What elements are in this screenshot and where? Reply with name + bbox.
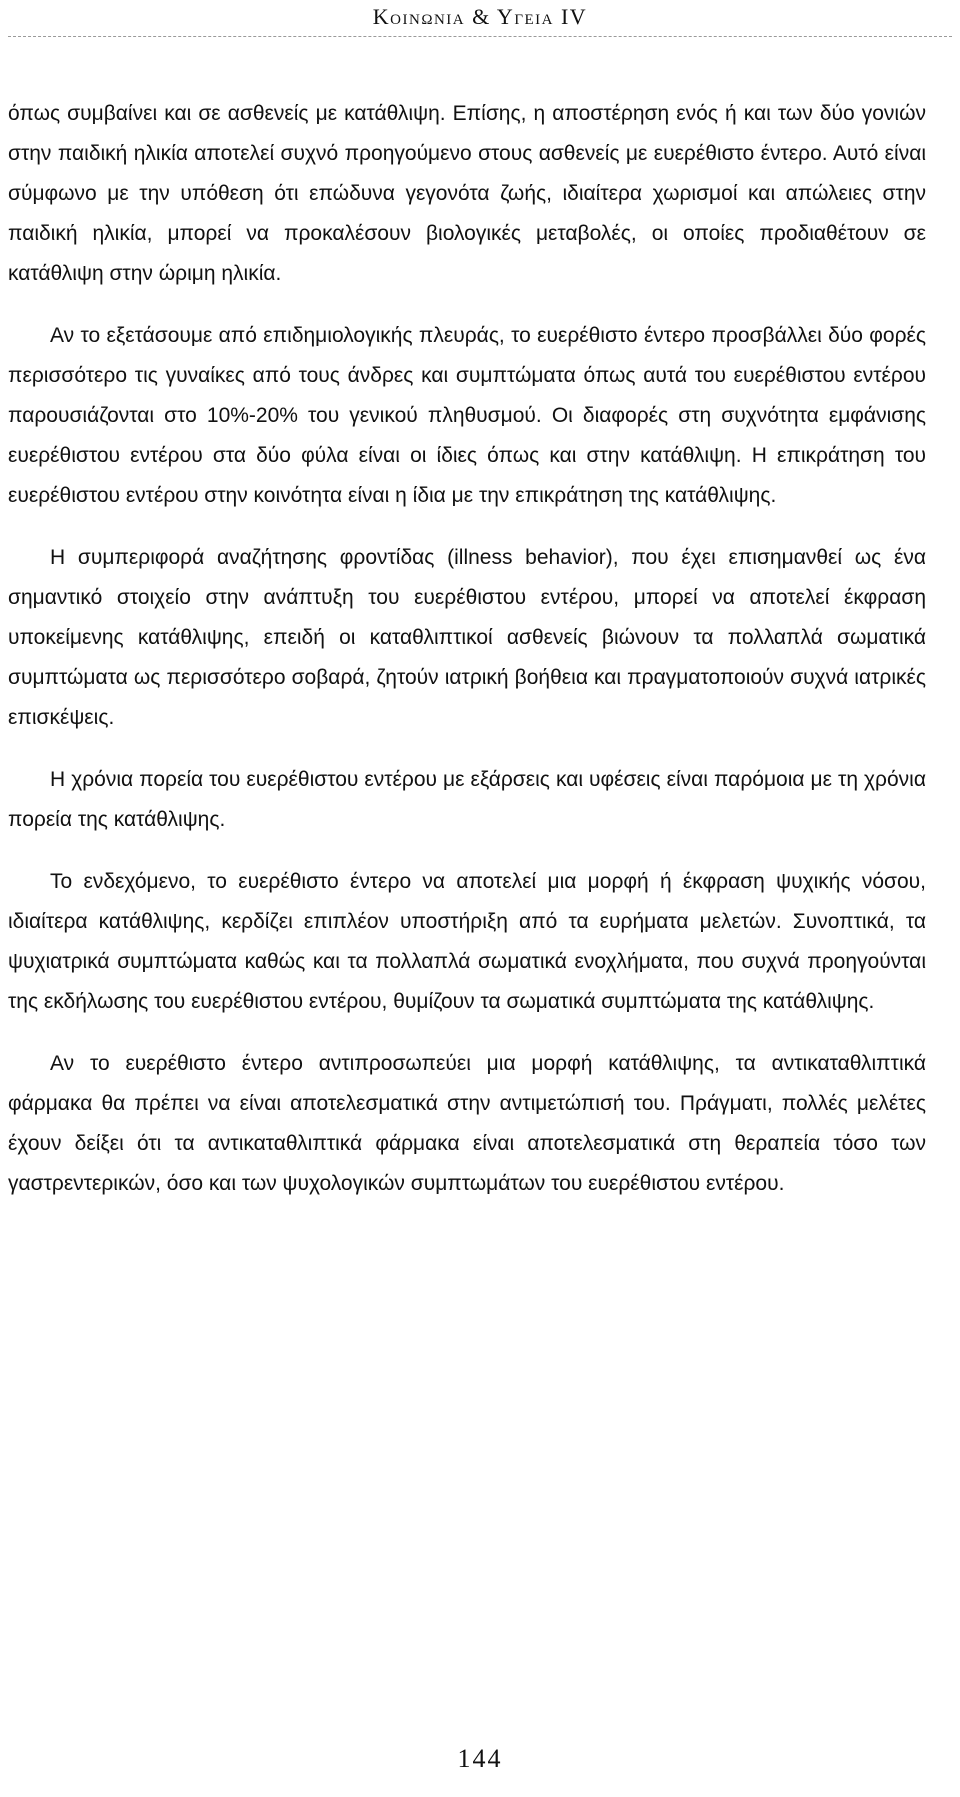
paragraph-illness-behavior: Η συμπεριφορά αναζήτησης φροντίδας (illness behavior), που έχει επισημανθεί ως ένα σημαντικό στοιχείο στην ανάπτυξη του ευερέθιστου εντέρου, μπορεί να αποτελεί έκφραση υποκείμενης κατάθλιψης, επειδή οι καταθλιπτικοί ασθενείς βιώνουν τα πολλαπλά σωματικά συμπτώματα ως περισσότερο σοβαρά, ζητούν ιατρική βοήθεια και πραγματοποιούν συχνά ιατρικές επισκέψεις. <box>8 546 926 729</box>
paragraph-epidemiology: Αν το εξετάσουμε από επιδημιολογικής πλευράς, το ευερέθιστο έντερο προσβάλλει δύο φορές περισσότερο τις γυναίκες από τους άνδρες και συμπτώματα όπως αυτά του ευερέθιστου εντέρου παρουσιάζονται στο 10%-20% του γενικού πληθυσμού. Οι διαφορές στη συχνότητα εμφάνισης ευερέθιστου εντέρου στα δύο φύλα είναι οι ίδιες όπως και στην κατάθλιψη. Η επικράτηση του ευερέθιστου εντέρου στην κοινότητα είναι η ίδια με την επικράτηση της κατάθλιψης. <box>8 324 926 507</box>
running-header: Κοινωνια & Υγεια IV <box>372 4 588 29</box>
page-number: 144 <box>457 1744 503 1773</box>
paragraph-continuation: όπως συμβαίνει και σε ασθενείς με κατάθλιψη. Επίσης, η αποστέρηση ενός ή και των δύο γονιών στην παιδική ηλικία αποτελεί συχνό προηγούμενο στους ασθενείς με ευερέθιστο έντερο. Αυτό είναι σύμφωνο με την υπόθεση ότι επώδυνα γεγονότα ζωής, ιδιαίτερα χωρισμοί και απώλειες στην παιδική ηλικία, μπορεί να προκαλέσουν βιολογικές μεταβολές, οι οποίες προδιαθέτουν σε κατάθλιψη στην ώριμη ηλικία. <box>8 102 926 285</box>
paragraph-chronic-course: Η χρόνια πορεία του ευερέθιστου εντέρου με εξάρσεις και υφέσεις είναι παρόμοια με τη χρόνια πορεία της κατάθλιψης. <box>8 768 926 831</box>
paragraph-mental-illness-form: Το ενδεχόμενο, το ευερέθιστο έντερο να αποτελεί μια μορφή ή έκφραση ψυχικής νόσου, ιδιαίτερα κατάθλιψης, κερδίζει επιπλέον υποστήριξη από τα ευρήματα μελετών. Συνοπτικά, τα ψυχιατρικά συμπτώματα καθώς και τα πολλαπλά σωματικά ενοχλήματα, που συχνά προηγούνται της εκδήλωσης του ευερέθιστου εντέρου, θυμίζουν τα σωματικά συμπτώματα της κατάθλιψης. <box>8 870 926 1013</box>
body-text <box>8 94 926 1226</box>
paragraph-antidepressants: Αν το ευερέθιστο έντερο αντιπροσωπεύει μια μορφή κατάθλιψης, τα αντικαταθλιπτικά φάρμακα θα πρέπει να είναι αποτελεσματικά στην αντιμετώπισή του. Πράγματι, πολλές μελέτες έχουν δείξει ότι τα αντικαταθλιπτικά φάρμακα είναι αποτελεσματικά στη θεραπεία τόσο των γαστρεντερικών, όσο και των ψυχολογικών συμπτωμάτων του ευερέθιστου εντέρου. <box>8 1052 926 1195</box>
header-divider <box>8 36 952 37</box>
